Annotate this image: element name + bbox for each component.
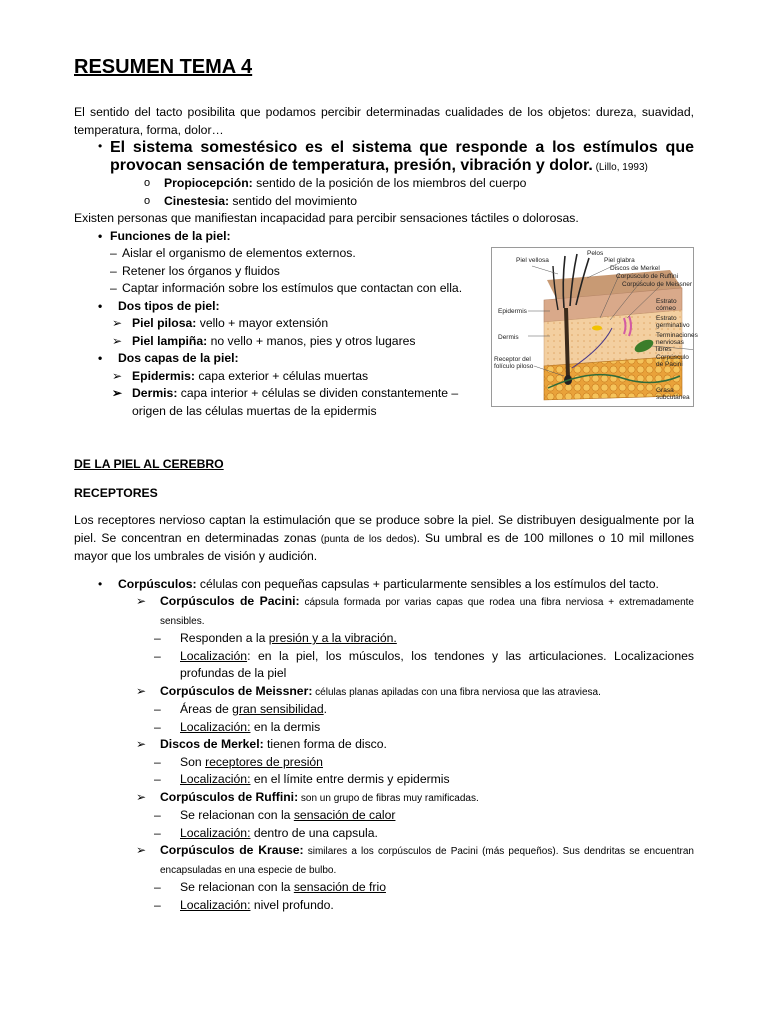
corpusculos-item <box>74 576 694 594</box>
meissner-d1-end: . <box>323 702 328 716</box>
cinestesia-text: sentido del movimiento <box>229 193 358 208</box>
ruffini-text: son un grupo de fibras muy ramificadas. <box>298 792 479 804</box>
meissner-detail-1 <box>74 701 694 719</box>
label-ruffini: Corpúsculo de Ruffini <box>616 273 679 280</box>
capa-text: capa interior + células se dividen constantemente – origen de las células muertas de la epidermis <box>132 386 459 418</box>
label-piel-glabra: Piel glabra <box>604 257 635 264</box>
merkel-d2-text: en el límite entre dermis y epidermis <box>250 772 450 786</box>
tipos-heading: • Dos tipos de piel: <box>74 298 479 316</box>
merkel-item <box>74 736 694 754</box>
krause-item <box>74 842 694 879</box>
tipo-item-pilosa <box>74 315 479 333</box>
receptores-paragraph <box>74 512 694 566</box>
merkel-d2-underline: Localización: <box>180 772 251 786</box>
capas-heading: • Dos capas de la piel: <box>74 350 479 368</box>
krause-text: similares a los corpúsculos de Pacini (más pequeños). Sus dendritas se encuentran encapsuladas en una especie de bulbo. <box>160 846 694 876</box>
meissner-d2-text: en la dermis <box>250 719 321 734</box>
label-estrato-corneo: Estrato córneo <box>656 298 677 312</box>
pacini-label: Corpúsculos de Pacini: <box>160 594 300 608</box>
meissner-detail-2 <box>74 719 694 737</box>
section-heading: DE LA PIEL AL CEREBRO <box>74 457 224 471</box>
tipo-text: no vello + manos, pies y otros lugares <box>207 333 416 348</box>
label-terminaciones: Terminaciones nerviosas libres <box>656 332 698 353</box>
capa-label: Dermis: <box>132 386 178 400</box>
pacini-item <box>74 593 694 630</box>
skin-section <box>74 228 479 421</box>
label-meissner: Corpúsculo de Meissner <box>622 281 693 288</box>
list-item-cinestesia <box>74 193 694 211</box>
label-pelos: Pelos <box>587 250 604 257</box>
meissner-label: Corpúsculos de Meissner: <box>160 683 313 698</box>
incapacidad-paragraph: Existen personas que manifiestan incapacidad para percibir sensaciones táctiles o dolorosas. <box>74 211 579 225</box>
list-item-propiocepcion <box>74 175 694 193</box>
capa-text: capa exterior + células muertas <box>195 368 369 383</box>
ruffini-d1-text: Se relacionan con la <box>180 808 294 822</box>
receptores-text-b: (punta de los dedos) <box>316 533 417 545</box>
label-epidermis: Epidermis <box>498 308 527 315</box>
krause-d2-underline: Localización: <box>180 897 251 912</box>
krause-detail-2 <box>74 897 694 915</box>
ruffini-d1-underline: sensación de calor <box>293 808 396 822</box>
merkel-detail-2 <box>74 771 694 789</box>
receptores-heading: RECEPTORES <box>74 486 158 500</box>
label-dermis: Dermis <box>498 334 519 341</box>
merkel-detail-1 <box>74 754 694 772</box>
label-piel-vellosa: Piel vellosa <box>516 257 549 264</box>
merkel-text: tienen forma de disco. <box>263 737 387 751</box>
meissner-d1-underline: gran sensibilidad <box>232 702 324 716</box>
capa-item-epidermis <box>74 368 479 386</box>
tipo-label: Piel lampiña: <box>132 333 208 348</box>
tipo-text: vello + mayor extensión <box>196 316 329 330</box>
receptores-text-c: . Su umbral es de 100 millones o 10 mil millones mayor que los umbrales de visión y audición. <box>74 530 694 563</box>
document-page <box>74 54 698 914</box>
merkel-d1-underline: receptores de presión <box>205 754 323 769</box>
tipo-label: Piel pilosa: <box>132 316 197 330</box>
ruffini-detail-2 <box>74 825 694 843</box>
ruffini-d2-text: dentro de una capsula. <box>250 825 378 840</box>
label-receptor-foliculo: Receptor del folículo piloso <box>494 356 534 370</box>
funcion-item: – Aislar el organismo de elementos externos. <box>74 245 479 263</box>
capa-label: Epidermis: <box>132 368 195 383</box>
propiocepcion-label: Propiocepción: <box>164 176 253 190</box>
capa-item-dermis <box>74 385 479 420</box>
pacini-d2-underline: Localización <box>180 648 248 663</box>
somestesico-cite: (Lillo, 1993) <box>592 162 648 173</box>
pacini-detail-1 <box>74 630 694 648</box>
krause-detail-1 <box>74 879 694 897</box>
pacini-d2-text: : en la piel, los músculos, los tendones y las articulaciones. Localizaciones profundas de la piel <box>180 648 694 680</box>
ruffini-item <box>74 789 694 808</box>
funciones-heading: • Funciones de la piel: <box>74 228 479 246</box>
tipo-item-lampina <box>74 333 479 351</box>
list-item-somestesico <box>74 139 694 175</box>
meissner-d1-text: Áreas de <box>180 702 233 716</box>
krause-label: Corpúsculos de Krause: <box>160 843 304 857</box>
corpusculos-text: células con pequeñas capsulas + particularmente sensibles a los estímulos del tacto. <box>196 576 659 591</box>
pacini-d1-text: Responden a la <box>180 631 269 645</box>
somestesico-text: El sistema somestésico es el sistema que responde a los estímulos que provocan sensación de temperatura, presión, vibración y dolor. <box>110 139 694 174</box>
merkel-label: Discos de Merkel: <box>160 737 264 751</box>
meissner-text: células planas apiladas con una fibra nerviosa que las atraviesa. <box>312 686 601 698</box>
krause-d2-text: nivel profundo. <box>250 897 334 912</box>
receptores-text-a: Los receptores nervioso captan la estimulación que se produce sobre la piel. Se distribuyen desigualmente por la piel. Se concentran en determinadas zonas <box>74 513 694 545</box>
krause-d1-text: Se relacionan con la <box>180 880 294 894</box>
corpusculos-label: Corpúsculos: <box>118 576 197 591</box>
ruffini-d2-underline: Localización: <box>180 825 251 840</box>
meissner-item <box>74 683 694 702</box>
label-discos-merkel: Discos de Merkel <box>610 265 660 272</box>
pacini-d1-underline: presión y a la vibración. <box>268 631 397 645</box>
pacini-text: cápsula formada por varias capas que rodea una fibra nerviosa + extremadamente sensibles. <box>160 597 694 627</box>
pacini-detail-2 <box>74 648 694 683</box>
label-grasa: Grasa subcutánea <box>656 387 690 401</box>
skin-diagram <box>491 247 698 407</box>
krause-d1-underline: sensación de frio <box>293 880 386 894</box>
label-estrato-germinativo: Estrato germinativo <box>656 315 690 329</box>
meissner-d2-underline: Localización: <box>180 719 251 734</box>
label-pacini: Corpúsculo de Pacini <box>656 354 689 368</box>
propiocepcion-text: sentido de la posición de los miembros del cuerpo <box>252 176 527 190</box>
merkel-d1-text: Son <box>180 754 206 769</box>
cinestesia-label: Cinestesia: <box>164 193 230 208</box>
funcion-item: – Retener los órganos y fluidos <box>74 263 479 281</box>
ruffini-label: Corpúsculos de Ruffini: <box>160 789 299 804</box>
ruffini-detail-1 <box>74 807 694 825</box>
page-title: RESUMEN TEMA 4 <box>74 56 253 78</box>
intro-paragraph: El sentido del tacto posibilita que podamos percibir determinadas cualidades de los objetos: dureza, suavidad, temperatura, forma, dolor… <box>74 105 694 137</box>
funcion-item: – Captar información sobre los estímulos que contactan con ella. <box>74 280 479 298</box>
